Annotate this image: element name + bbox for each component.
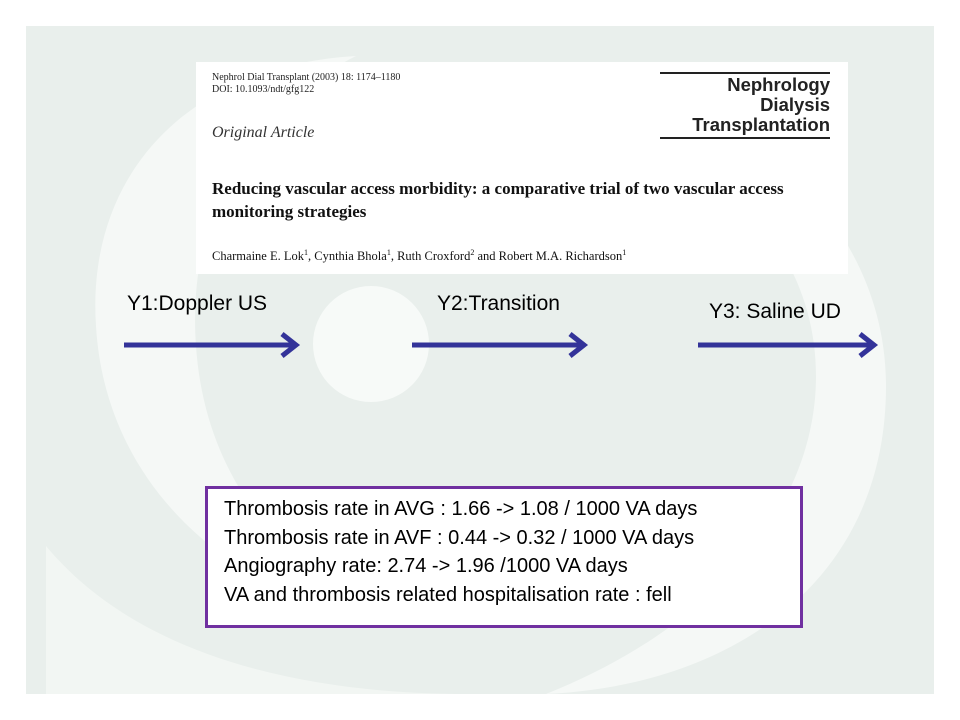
author-affiliation: 1 (304, 248, 308, 257)
stage-label-year-3: Y3: Saline UD (709, 300, 841, 323)
author-name: Ruth Croxford (397, 249, 471, 264)
author-affiliation: 1 (622, 248, 627, 257)
result-item-angiography: Angiography rate: 2.74 -> 1.96 /1000 VA days (224, 555, 628, 577)
results-list (208, 489, 800, 609)
article-type: Original Article (212, 124, 315, 141)
author-name: Robert M.A. Richardson (498, 249, 623, 264)
slide (26, 26, 934, 694)
paper-citation: Nephrol Dial Transplant (2003) 18: 1174–1180 (212, 72, 401, 83)
paper-doi: DOI: 10.1093/ndt/gfg122 (212, 84, 315, 95)
paper-authors: Charmaine E. Lok$^1$, Cynthia Bhola$^1$, Ruth Croxford$^2$ and Robert M.A. Richardson$^1$ (212, 248, 627, 264)
author-name: Charmaine E. Lok (212, 249, 304, 264)
author-affiliation: 1 (386, 248, 391, 257)
journal-logo-line: Transplantation (692, 114, 830, 135)
paper-title: Reducing vascular access morbidity: a comparative trial of two vascular access monitoring strategies (212, 179, 784, 221)
timeline-arrow-icon (698, 330, 882, 360)
author-name: Cynthia Bhola (314, 249, 387, 264)
paper-header-image (196, 62, 848, 274)
result-item-avg-thrombosis: Thrombosis rate in AVG : 1.66 -> 1.08 / 1000 VA days (224, 498, 698, 520)
journal-logo-line: Nephrology (727, 74, 830, 95)
stage-label-year-1: Y1:Doppler US (127, 292, 268, 315)
timeline-arrow-icon (124, 330, 304, 360)
journal-logo-line: Dialysis (760, 94, 830, 115)
stage-label-year-2: Y2:Transition (437, 292, 560, 315)
timeline-arrow-icon (412, 330, 592, 360)
author-affiliation: 2 (470, 248, 475, 257)
result-item-avf-thrombosis: Thrombosis rate in AVF : 0.44 -> 0.32 / 1000 VA days (224, 526, 695, 549)
results-box (205, 486, 803, 628)
result-item-hospitalisation: VA and thrombosis related hospitalisation rate : fell (224, 583, 672, 606)
journal-logo (660, 72, 830, 139)
